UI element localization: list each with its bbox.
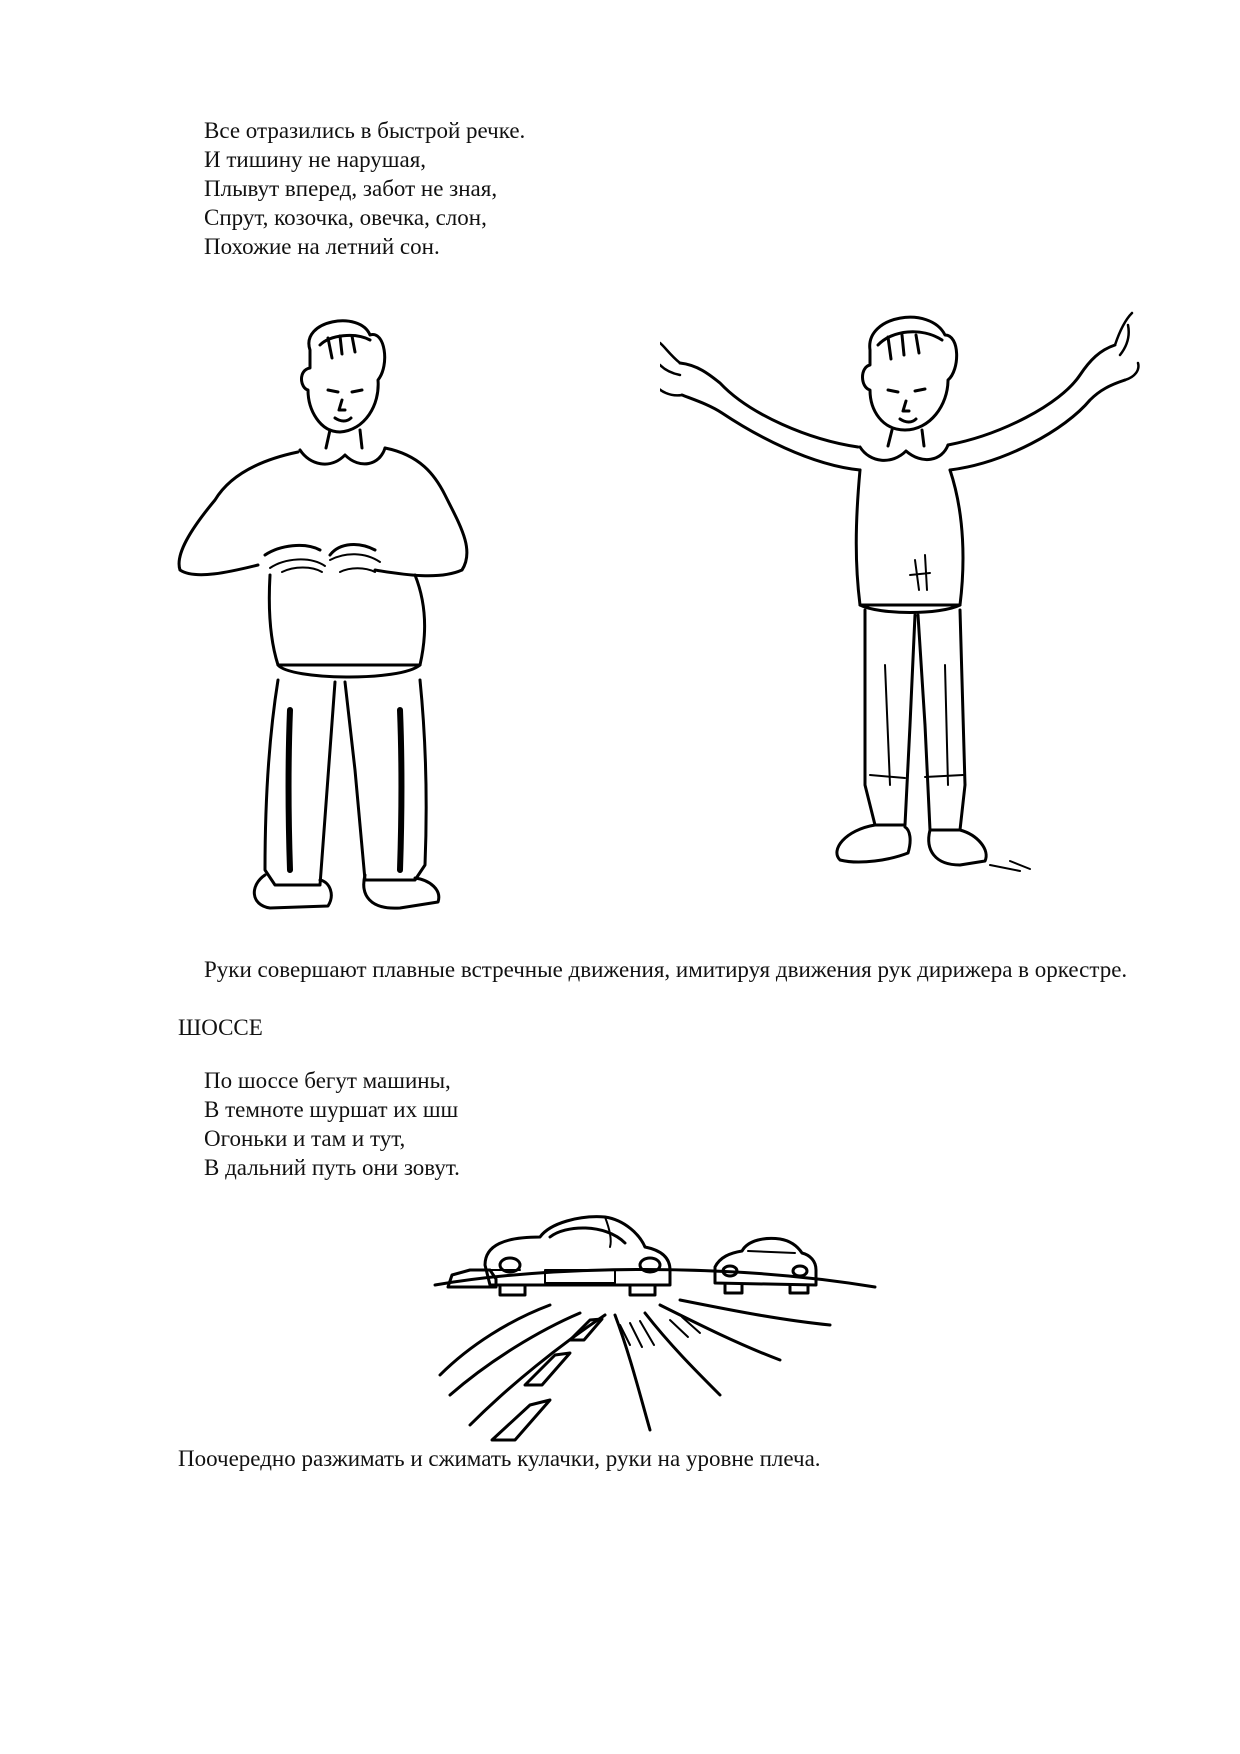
poem-line: В темноте шуршат их шш (204, 1097, 459, 1122)
poem-line: По шоссе бегут машины, (204, 1068, 451, 1093)
poem-line: Похожие на летний сон. (204, 234, 440, 259)
poem-line: И тишину не нарушая, (204, 147, 427, 172)
poem-line: Спрут, козочка, овечка, слон, (204, 205, 487, 230)
poem-line: В дальний путь они зовут. (204, 1155, 460, 1180)
poem-stanza-2 (204, 1066, 460, 1182)
boy-arms-raised-illustration (660, 305, 1140, 945)
section-title: ШОССЕ (178, 1015, 263, 1040)
cars-on-highway-illustration (430, 1195, 880, 1445)
boy-hands-on-chest-illustration (170, 310, 500, 950)
exercise-instruction-2: Поочередно разжимать и сжимать кулачки, руки на уровне плеча. (178, 1446, 821, 1471)
poem-line: Все отразились в быстрой речке. (204, 118, 526, 143)
poem-stanza-1 (204, 116, 525, 261)
exercise-instruction-1: Руки совершают плавные встречные движения, имитируя движения рук дирижера в оркестре. (204, 957, 1128, 982)
poem-line: Плывут вперед, забот не зная, (204, 176, 498, 201)
poem-line: Огоньки и там и тут, (204, 1126, 406, 1151)
